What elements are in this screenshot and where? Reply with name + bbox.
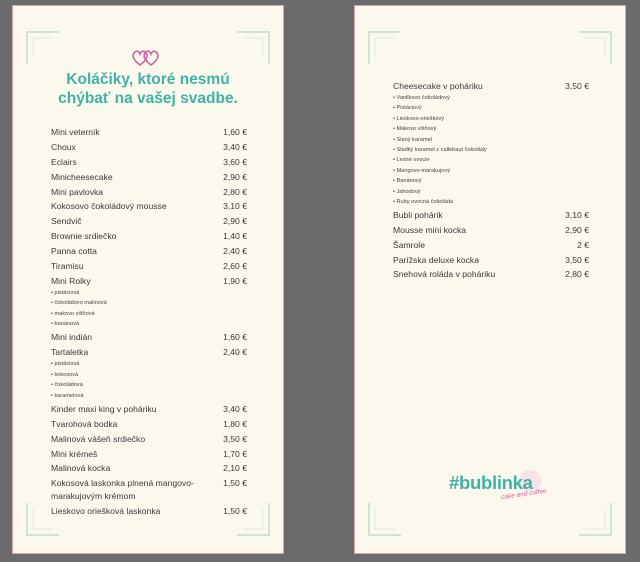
menu-item-variant: • čokoládová — [51, 382, 83, 389]
menu-item — [393, 239, 589, 252]
logo-text: #bublinka — [449, 472, 533, 493]
menu-item-block — [51, 477, 201, 503]
menu-item-price: 2,90 € — [223, 216, 247, 227]
menu-item — [51, 200, 247, 213]
menu-item-price: 3,10 € — [223, 201, 247, 212]
menu-item-block — [51, 245, 97, 258]
menu-item — [51, 505, 247, 518]
menu-item-name: Sendvič — [51, 216, 82, 227]
menu-item-name: Mini Rolky — [51, 275, 91, 286]
menu-item-name: Tvarohová bodka — [51, 418, 118, 429]
menu-item-name: Kokosová laskonka plnená mangovo-marakujovým krémom — [51, 478, 194, 502]
menu-item-variant: • čokoládovo malinová — [51, 300, 107, 307]
menu-item-variant: • Lieskovo-orieškový — [393, 115, 445, 122]
menu-item-name: Kokosovo čokoládový mousse — [51, 201, 167, 212]
bublinka-logo — [449, 472, 559, 512]
menu-item-variant: • Pistáciový — [393, 105, 422, 112]
page-title — [13, 70, 283, 108]
menu-item-block — [51, 505, 160, 518]
menu-list — [393, 80, 589, 283]
menu-item-variant: • Banánový — [393, 178, 422, 185]
menu-item-name: Minicheesecake — [51, 171, 113, 182]
menu-item-variant: • karamelová — [51, 392, 84, 399]
menu-item-variant: • banánová — [51, 321, 80, 328]
menu-item — [51, 126, 247, 139]
menu-item-name: Lieskovo oriešková laskonka — [51, 506, 161, 517]
menu-item-name: Mini veterník — [51, 127, 100, 137]
menu-item-price: 2 € — [577, 239, 589, 250]
menu-item-price: 1,60 € — [223, 332, 247, 343]
menu-item — [393, 209, 589, 222]
menu-item — [51, 433, 247, 446]
menu-item-block — [51, 200, 167, 213]
corner-ornament — [365, 499, 405, 539]
menu-page-left — [12, 5, 284, 554]
title-line-2: chýbať na vašej svadbe. — [58, 90, 238, 107]
corner-ornament — [365, 28, 405, 68]
menu-item-name: Šamrole — [393, 239, 425, 250]
menu-item-block — [51, 156, 77, 169]
menu-item-price: 2,80 € — [223, 186, 247, 197]
menu-item — [51, 462, 247, 475]
menu-item-block — [393, 268, 495, 281]
title-line-1: Koláčiky, ktoré nesmú — [66, 71, 230, 88]
menu-item-price: 3,40 € — [223, 403, 247, 414]
corner-ornament — [575, 499, 615, 539]
menu-item-price: 1,50 € — [223, 478, 247, 489]
menu-item-price: 2,10 € — [223, 463, 247, 474]
menu-item-block — [51, 331, 92, 344]
menu-item-block — [393, 254, 479, 267]
menu-item-block — [51, 448, 97, 461]
menu-item-price: 3,50 € — [565, 81, 589, 91]
menu-item-variant: • Lesné ovocie — [393, 157, 430, 164]
menu-item-name: Cheesecake v poháriku — [393, 81, 483, 91]
menu-item-name: Mini pavlovka — [51, 186, 104, 197]
menu-item — [51, 275, 247, 330]
logo-tagline: cake and coffee — [500, 487, 548, 502]
menu-item-block — [51, 171, 113, 184]
menu-item-price: 1,40 € — [223, 231, 247, 242]
menu-item-name: Eclairs — [51, 156, 77, 167]
corner-ornament — [23, 28, 63, 68]
menu-item-block — [393, 80, 487, 207]
menu-item-name: Malinová kocka — [51, 463, 111, 474]
menu-item — [51, 331, 247, 344]
menu-item — [51, 186, 247, 199]
menu-item — [393, 268, 589, 281]
menu-item-price: 3,60 € — [223, 156, 247, 167]
menu-item-price: 1,70 € — [223, 448, 247, 459]
menu-item-block — [51, 260, 84, 273]
menu-item-name: Mini indián — [51, 332, 93, 343]
menu-item-variant: • Makovo višňový — [393, 126, 437, 133]
menu-item — [51, 156, 247, 169]
menu-item-price: 2,40 € — [223, 347, 247, 358]
menu-item-block — [51, 462, 110, 475]
menu-item-price: 1,50 € — [223, 506, 247, 517]
menu-item-variant: • Ruby ovocná čokoláda — [393, 199, 454, 206]
menu-item-block — [51, 403, 157, 416]
menu-item-block — [51, 126, 100, 139]
menu-item — [51, 418, 247, 431]
menu-item-variant: • Vanilkovo čokoládový — [393, 95, 450, 101]
menu-item-block — [51, 215, 82, 228]
menu-item-block — [51, 418, 117, 431]
menu-item-price: 1,90 € — [223, 275, 247, 286]
menu-item-price: 3,50 € — [565, 254, 589, 265]
menu-item-name: Tartaletka — [51, 347, 89, 358]
menu-item — [51, 260, 247, 273]
menu-item-price: 2,90 € — [223, 171, 247, 182]
menu-item-variant: • kokosová — [51, 371, 79, 378]
menu-item-block — [51, 275, 107, 330]
menu-item-name: Bubli pohárik — [393, 210, 443, 221]
menu-item-block — [51, 346, 88, 401]
menu-item-variant: • Mangovo-marakujový — [393, 167, 450, 174]
menu-item-name: Tiramisu — [51, 261, 84, 272]
menu-item-price: 1,60 € — [223, 127, 247, 137]
menu-item-variant: • Jahodový — [393, 188, 421, 195]
menu-item-price: 2,40 € — [223, 246, 247, 257]
menu-item-price: 3,10 € — [565, 210, 589, 221]
menu-item-block — [51, 141, 76, 154]
menu-item-block — [51, 433, 145, 446]
menu-item-variant: • pistáciová — [51, 361, 80, 368]
menu-item-variant: • Slaný karamel — [393, 136, 432, 143]
menu-item-variant: • makovo višňová — [51, 310, 95, 317]
menu-item-name: Kinder maxi king v poháriku — [51, 403, 157, 414]
menu-item — [51, 245, 247, 258]
menu-item-name: Parížska deluxe kocka — [393, 254, 479, 265]
menu-item-price: 3,40 € — [223, 141, 247, 152]
menu-item — [51, 477, 247, 503]
menu-item-name: Snehová roláda v poháriku — [393, 269, 496, 280]
menu-item-variant: • Sladký karamel z callebaut čokolády — [393, 147, 487, 154]
corner-ornament — [575, 28, 615, 68]
menu-item-name: Panna cotta — [51, 246, 97, 257]
menu-item — [393, 80, 589, 207]
menu-item — [393, 254, 589, 267]
menu-item-block — [51, 230, 116, 243]
menu-item-block — [51, 186, 103, 199]
menu-item-block — [393, 239, 425, 252]
menu-item-block — [393, 224, 466, 237]
menu-item — [51, 215, 247, 228]
menu-item-price: 2,90 € — [565, 225, 589, 236]
menu-item-block — [393, 209, 443, 222]
menu-item-price: 3,50 € — [223, 433, 247, 444]
hearts-icon — [131, 49, 161, 67]
menu-item — [51, 230, 247, 243]
menu-item-name: Choux — [51, 141, 76, 152]
menu-item-name: Mini krémeš — [51, 448, 98, 459]
menu-item-name: Malinová vášeň srdiečko — [51, 433, 146, 444]
menu-item-price: 2,80 € — [565, 269, 589, 280]
menu-item — [51, 171, 247, 184]
menu-item — [51, 346, 247, 401]
menu-item-name: Mousse mini kocka — [393, 225, 467, 236]
menu-item-price: 1,80 € — [223, 418, 247, 429]
menu-page-right — [354, 5, 626, 554]
menu-item-price: 2,60 € — [223, 261, 247, 272]
menu-list — [51, 126, 247, 520]
menu-item — [51, 448, 247, 461]
menu-item — [51, 141, 247, 154]
menu-item — [51, 403, 247, 416]
menu-item — [393, 224, 589, 237]
menu-item-variant: • pistáciová — [51, 289, 80, 296]
corner-ornament — [233, 28, 273, 68]
menu-item-name: Brownie srdiečko — [51, 231, 117, 242]
